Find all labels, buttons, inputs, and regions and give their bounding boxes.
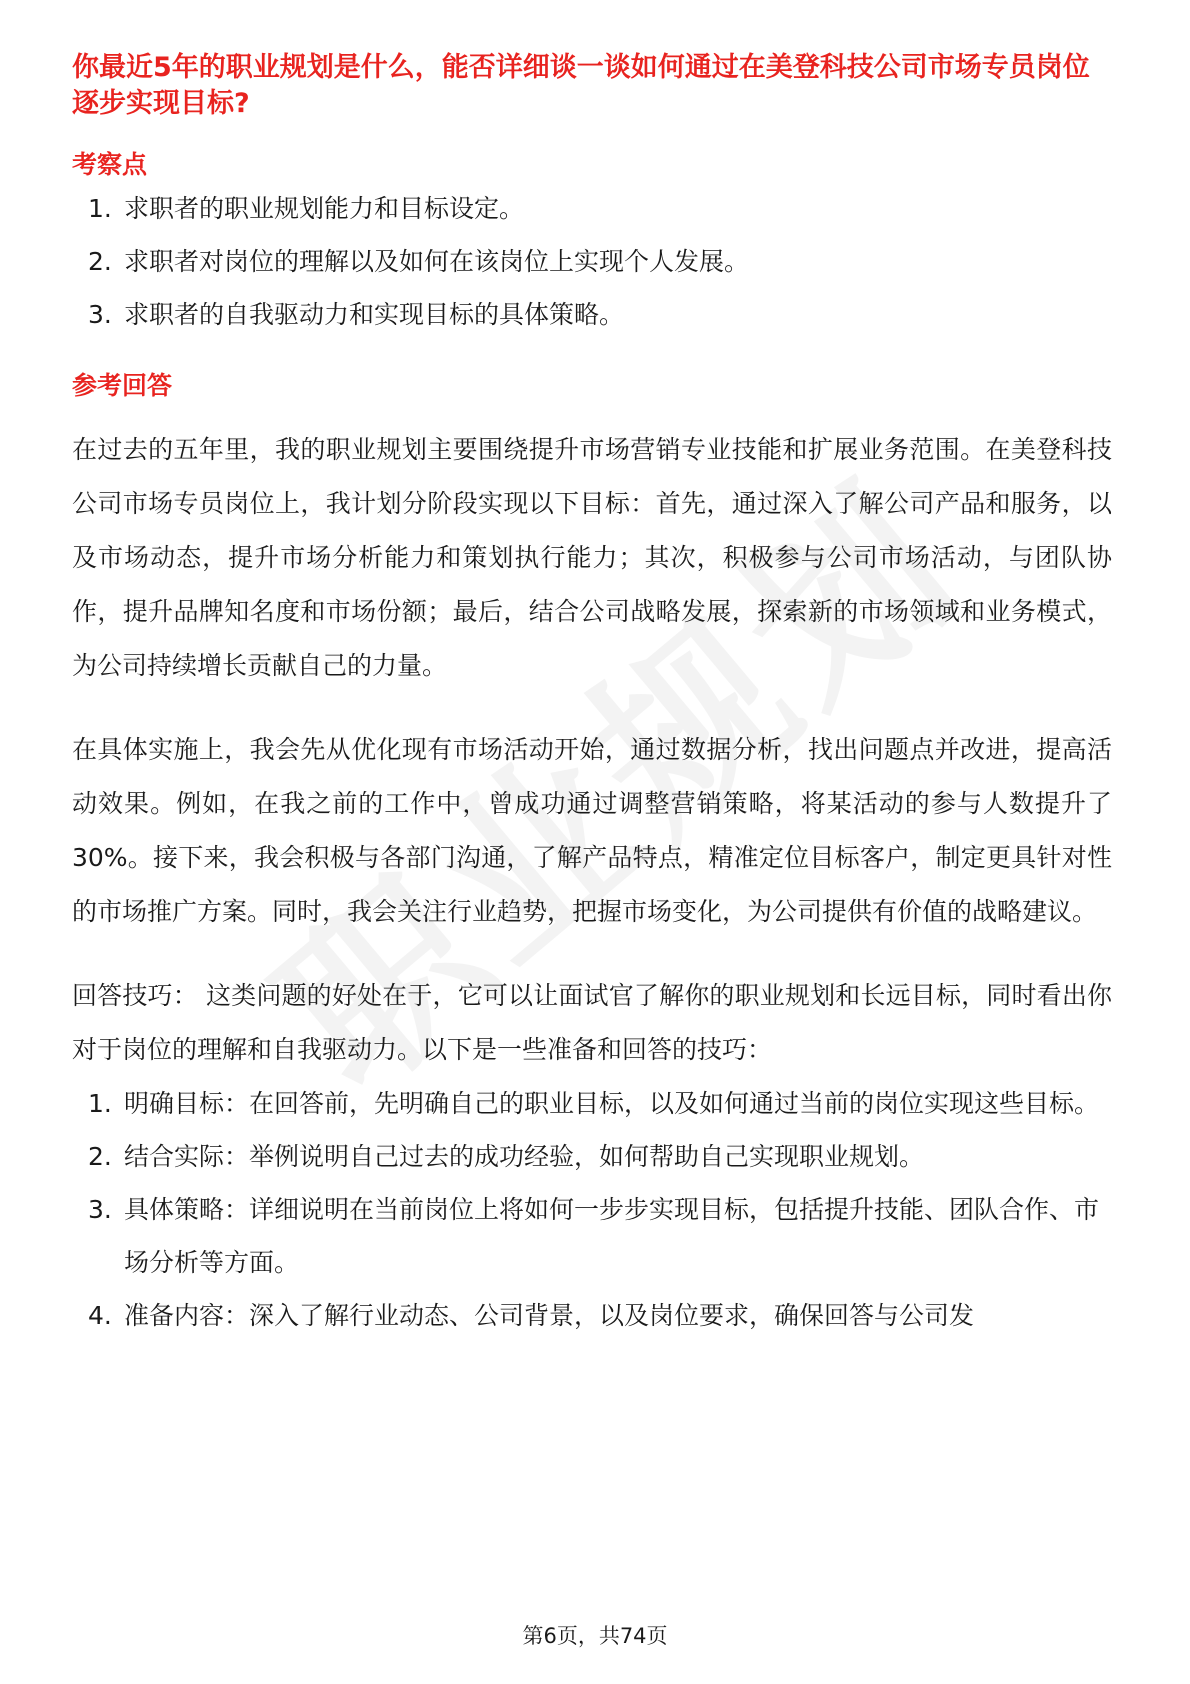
section-heading-cankao: 参考回答	[72, 371, 173, 400]
document-page	[72, 50, 1112, 1342]
kaocha-list	[72, 182, 1112, 341]
list-item	[72, 1183, 1112, 1289]
list-item	[72, 1130, 1112, 1183]
list-item-number: 2.	[88, 1142, 112, 1171]
list-item	[72, 288, 1112, 341]
answer-paragraph: 在过去的五年里，我的职业规划主要围绕提升市场营销专业技能和扩展业务范围。在美登科技公司市场专员岗位上，我计划分阶段实现以下目标：首先，通过深入了解公司产品和服务，以及市场动态，提升市场分析能力和策划执行能力；其次，积极参与公司市场活动，与团队协作，提升品牌知名度和市场份额；最后，结合公司战略发展，探索新的市场领域和业务模式，为公司持续增长贡献自己的力量。	[72, 435, 1112, 680]
list-item-text: 明确目标：在回答前，先明确自己的职业目标，以及如何通过当前的岗位实现这些目标。	[124, 1089, 1100, 1118]
list-item-text: 结合实际：举例说明自己过去的成功经验，如何帮助自己实现职业规划。	[124, 1142, 925, 1171]
list-item	[72, 182, 1112, 235]
question-title: 你最近5年的职业规划是什么，能否详细谈一谈如何通过在美登科技公司市场专员岗位逐步实现目标?	[72, 52, 1090, 119]
tips-list	[72, 1077, 1112, 1342]
list-item-number: 4.	[88, 1301, 112, 1330]
list-item-number: 2.	[88, 247, 112, 276]
list-item	[72, 1077, 1112, 1130]
list-item-text: 准备内容：深入了解行业动态、公司背景，以及岗位要求，确保回答与公司发	[124, 1301, 975, 1330]
list-item	[72, 235, 1112, 288]
tips-intro-paragraph: 回答技巧： 这类问题的好处在于，它可以让面试官了解你的职业规划和长远目标，同时看出你对于岗位的理解和自我驱动力。以下是一些准备和回答的技巧：	[72, 981, 1112, 1064]
list-item	[72, 1289, 1112, 1342]
answer-paragraph: 在具体实施上，我会先从优化现有市场活动开始，通过数据分析，找出问题点并改进，提高活动效果。例如，在我之前的工作中，曾成功通过调整营销策略，将某活动的参与人数提升了30%。接下来，我会积极与各部门沟通，了解产品特点，精准定位目标客户，制定更具针对性的市场推广方案。同时，我会关注行业趋势，把握市场变化，为公司提供有价值的战略建议。	[72, 735, 1112, 926]
list-item-text: 求职者的自我驱动力和实现目标的具体策略。	[124, 300, 625, 329]
list-item-number: 1.	[88, 194, 112, 223]
list-item-number: 3.	[88, 1195, 112, 1224]
list-item-text: 求职者的职业规划能力和目标设定。	[124, 194, 525, 223]
list-item-text: 求职者对岗位的理解以及如何在该岗位上实现个人发展。	[124, 247, 750, 276]
section-heading-kaocha: 考察点	[72, 150, 148, 179]
page-number-footer: 第6页，共74页	[522, 1624, 668, 1648]
list-item-number: 1.	[88, 1089, 112, 1118]
list-item-text: 具体策略：详细说明在当前岗位上将如何一步步实现目标，包括提升技能、团队合作、市场分析等方面。	[124, 1195, 1100, 1277]
list-item-number: 3.	[88, 300, 112, 329]
